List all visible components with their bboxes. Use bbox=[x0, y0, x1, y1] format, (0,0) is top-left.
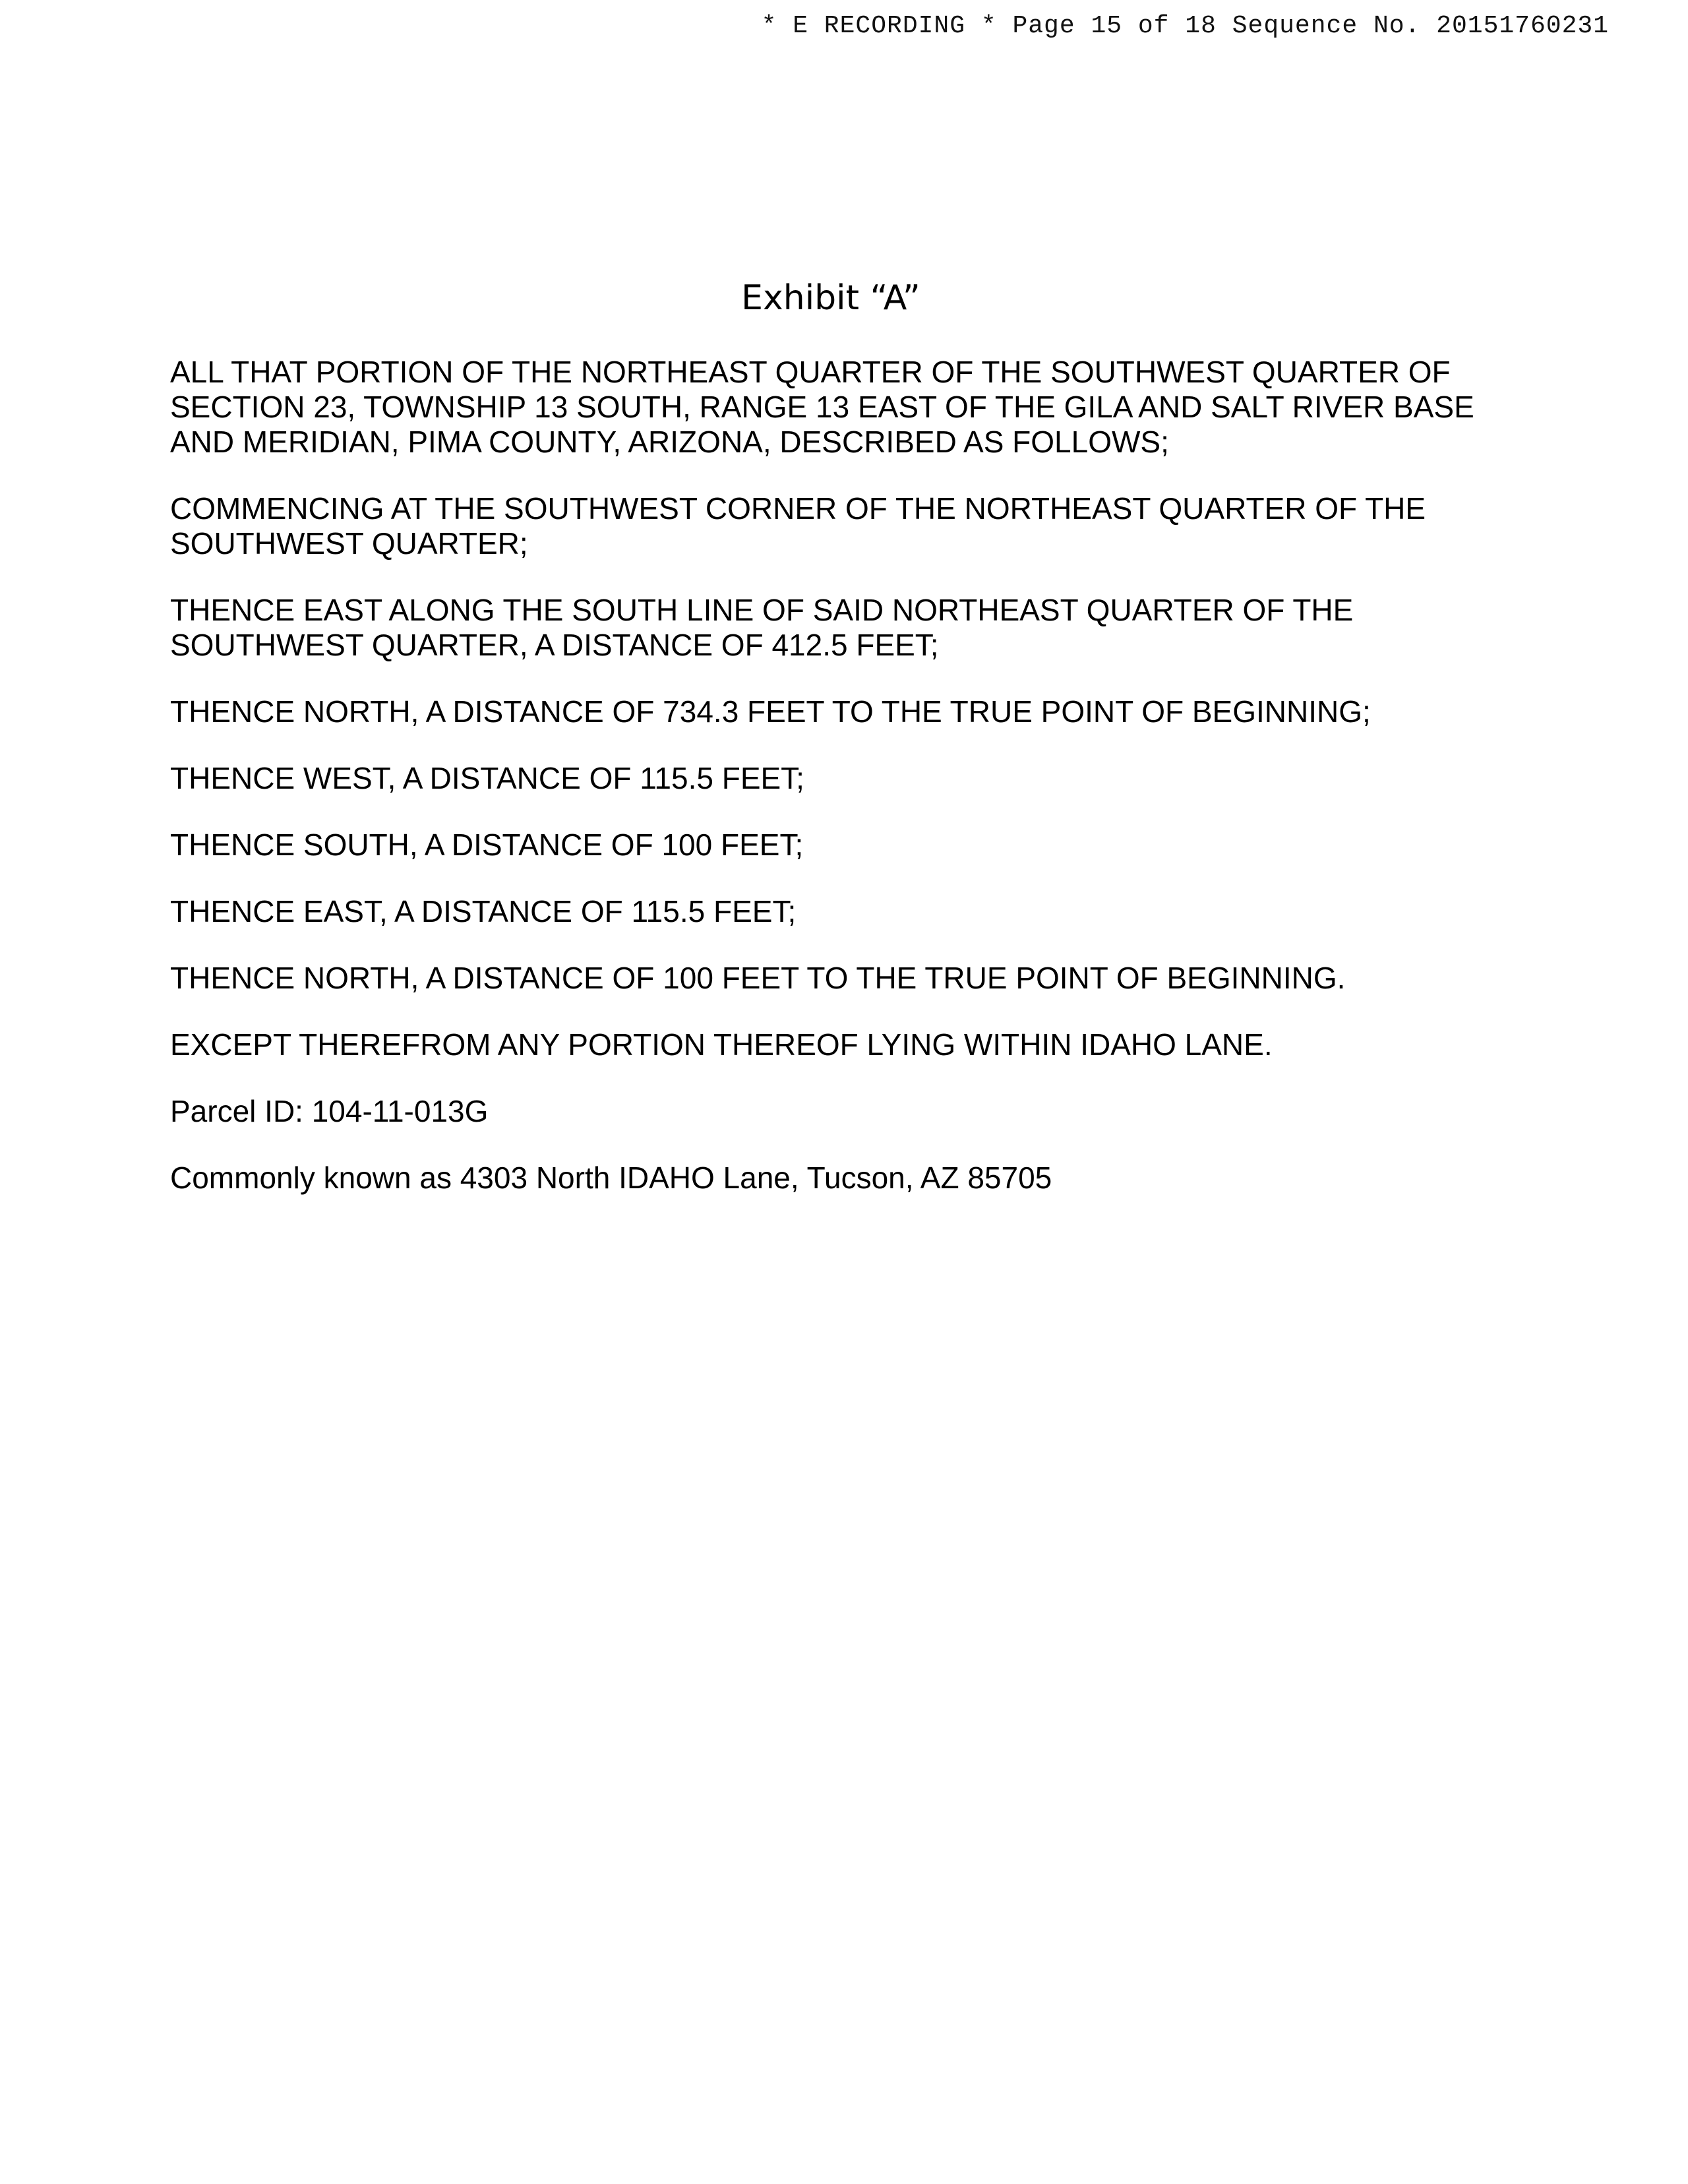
legal-paragraph-portion: ALL THAT PORTION OF THE NORTHEAST QUARTER OF THE SOUTHWEST QUARTER OF SECTION 23, TOWNSHIP 13 SOUTH, RANGE 13 EAST OF THE GILA AND SALT RIVER BASE AND MERIDIAN, PIMA COUNTY, ARIZONA, DESCRIBED AS FOLLOWS; bbox=[170, 355, 1474, 459]
legal-paragraph-east-412: THENCE EAST ALONG THE SOUTH LINE OF SAID NORTHEAST QUARTER OF THE SOUTHWEST QUARTER, A DISTANCE OF 412.5 FEET; bbox=[170, 593, 1354, 662]
legal-paragraph-north-734: THENCE NORTH, A DISTANCE OF 734.3 FEET TO THE TRUE POINT OF BEGINNING; bbox=[170, 694, 1371, 729]
exhibit-title: Exhibit “A” bbox=[741, 278, 920, 318]
legal-paragraph-east-115: THENCE EAST, A DISTANCE OF 115.5 FEET; bbox=[170, 894, 797, 928]
parcel-id: Parcel ID: 104-11-013G bbox=[170, 1094, 489, 1128]
recording-stamp: * E RECORDING * Page 15 of 18 Sequence No. 20151760231 bbox=[761, 12, 1609, 40]
legal-paragraph-west-115: THENCE WEST, A DISTANCE OF 115.5 FEET; bbox=[170, 761, 804, 795]
legal-paragraph-exception: EXCEPT THEREFROM ANY PORTION THEREOF LYING WITHIN IDAHO LANE. bbox=[170, 1027, 1273, 1062]
legal-paragraph-north-100: THENCE NORTH, A DISTANCE OF 100 FEET TO THE TRUE POINT OF BEGINNING. bbox=[170, 961, 1346, 995]
legal-paragraph-south-100: THENCE SOUTH, A DISTANCE OF 100 FEET; bbox=[170, 828, 804, 862]
legal-paragraph-commencing: COMMENCING AT THE SOUTHWEST CORNER OF THE NORTHEAST QUARTER OF THE SOUTHWEST QUARTER; bbox=[170, 491, 1426, 561]
legal-description bbox=[170, 355, 1528, 1227]
property-address: Commonly known as 4303 North IDAHO Lane, Tucson, AZ 85705 bbox=[170, 1161, 1052, 1195]
